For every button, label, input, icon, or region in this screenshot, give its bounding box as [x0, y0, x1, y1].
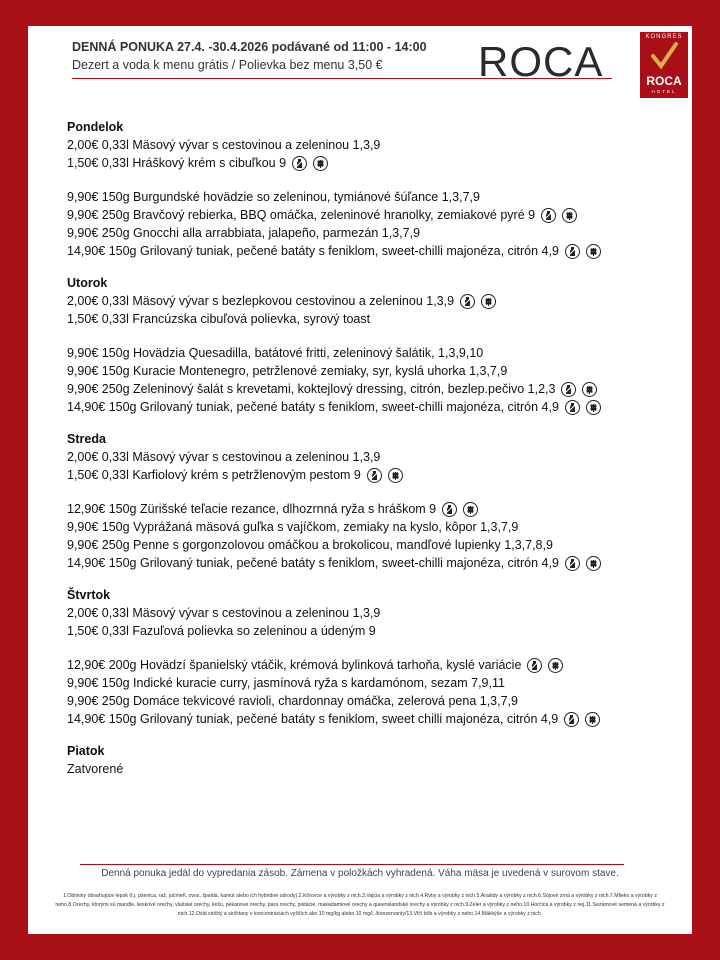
- main-dish-item: [67, 242, 687, 260]
- dish-text: 2,00€ 0,33l Mäsový vývar s cestovinou a zeleninou 1,3,9: [67, 450, 381, 464]
- gluten-free-icon: [463, 502, 478, 517]
- soup-item: [67, 292, 687, 310]
- dish-text: 9,90€ 250g Bravčový rebierka, BBQ omáčka, zeleninové hranolky, zemiakové pyré 9: [67, 208, 536, 222]
- gluten-free-icon: [481, 294, 496, 309]
- day-section: [67, 430, 687, 572]
- lactose-free-icon: [527, 658, 542, 673]
- lactose-free-icon: [565, 244, 580, 259]
- main-dish-item: [67, 224, 687, 242]
- section-spacer: [67, 640, 687, 656]
- allergen-legend: 1.Obilniny obsahujúce lepok (t.j. pšenica, raž, jačmeň, ovos, špalda, kamut alebo ich hybridné odrody).2.Kôrovce a výrobky z nich.3.Vajcia a výrobky z nich.4.Ryby a výrobky z nich.5.Arašidy a výrobky z nich.6.Sójové zrná a výrobky z nich.7.Mlieko a výrobky z neho.8.Orechy, ktorými sú mandle, lieskové orechy, vlašské orechy, kešu, pekanové orechy, para orechy, pistácie, makadamiové orechy a queenslandské orechy a výrobky z nich.9.Zeler a výrobky z neho.10.Horčica a výrobky z nej.11.Sezamové semená a výrobky z nich.12.Oxid siričitý a siričitany v koncentráciách vyšších ako 10 mg/kg alebo 10 mg/l. /konzervanty/13.Vlčí bôb a výrobky z neho.14.Mäkkýše a výrobky z nich.: [55, 893, 665, 918]
- dish-text: 2,00€ 0,33l Mäsový vývar s cestovinou a zeleninou 1,3,9: [67, 138, 381, 152]
- footer-divider: [80, 864, 624, 865]
- gluten-free-icon: [586, 556, 601, 571]
- day-section: [67, 586, 687, 728]
- gluten-free-icon: [586, 244, 601, 259]
- dish-text: 1,50€ 0,33l Francúzska cibuľová polievka, syrový toast: [67, 312, 371, 326]
- soup-item: [67, 760, 687, 778]
- gluten-free-icon: [313, 156, 328, 171]
- lactose-free-icon: [367, 468, 382, 483]
- menu-header-title: DENNÁ PONUKA 27.4. -30.4.2026 podávané od 11:00 - 14:00: [72, 40, 427, 54]
- day-section: [67, 118, 687, 260]
- lactose-free-icon: [565, 400, 580, 415]
- section-spacer: [67, 484, 687, 500]
- lactose-free-icon: [292, 156, 307, 171]
- main-dish-item: [67, 518, 687, 536]
- dish-text: 14,90€ 150g Grilovaný tuniak, pečené batáty s feniklom, sweet-chilli majonéza, citrón 4,9: [67, 556, 559, 570]
- main-dish-item: [67, 554, 687, 572]
- day-section: [67, 274, 687, 416]
- logo-name: ROCA: [646, 74, 682, 88]
- soup-item: [67, 622, 687, 640]
- lactose-free-icon: [541, 208, 556, 223]
- soup-item: [67, 310, 687, 328]
- dish-text: 9,90€ 150g Vyprážaná mäsová guľka s vajíčkom, zemiaky na kyslo, kôpor 1,3,7,9: [67, 520, 519, 534]
- weekly-menu: [67, 118, 687, 792]
- dish-text: 12,90€ 200g Hovädzí španielský vtáčik, krémová bylinková tarhoňa, kyslé variácie: [67, 658, 522, 672]
- gluten-free-icon: [388, 468, 403, 483]
- lactose-free-icon: [565, 556, 580, 571]
- soup-item: [67, 466, 687, 484]
- dish-text: 9,90€ 250g Zeleninový šalát s krevetami, koktejlový dressing, citrón, bezlep.pečivo 1,2,3: [67, 382, 556, 396]
- lactose-free-icon: [561, 382, 576, 397]
- main-dish-item: [67, 344, 687, 362]
- dish-text: 14,90€ 150g Grilovaný tuniak, pečené batáty s feniklom, sweet chilli majonéza, citrón 4,9: [67, 712, 559, 726]
- menu-header-subtitle: Dezert a voda k menu grátis / Polievka bez menu 3,50 €: [72, 58, 383, 72]
- day-name: Štvrtok: [67, 588, 111, 602]
- brand-wordmark: ROCA: [478, 38, 604, 85]
- day-name: Pondelok: [67, 120, 124, 134]
- main-dish-item: [67, 500, 687, 518]
- dish-text: 12,90€ 150g Zürišské teľacie rezance, dlhozrnná ryža s hráškom 9: [67, 502, 437, 516]
- main-dish-item: [67, 692, 687, 710]
- logo-bottom-text: HOTEL: [651, 89, 677, 94]
- day-name: Piatok: [67, 744, 105, 758]
- gluten-free-icon: [586, 400, 601, 415]
- gluten-free-icon: [585, 712, 600, 727]
- dish-text: 14,90€ 150g Grilovaný tuniak, pečené batáty s feniklom, sweet-chilli majonéza, citrón 4,9: [67, 244, 559, 258]
- dish-text: 9,90€ 250g Domáce tekvicové ravioli, chardonnay omáčka, zelerová pena 1,3,7,9: [67, 694, 518, 708]
- main-dish-item: [67, 710, 687, 728]
- dish-text: 9,90€ 150g Indické kuracie curry, jasmínová ryža s kardamónom, sezam 7,9,11: [67, 676, 505, 690]
- main-dish-item: [67, 536, 687, 554]
- day-section: [67, 742, 687, 778]
- logo-top-text: KONGRES: [645, 34, 683, 40]
- main-dish-item: [67, 380, 687, 398]
- main-dish-item: [67, 674, 687, 692]
- dish-text: 2,00€ 0,33l Mäsový vývar s cestovinou a zeleninou 1,3,9: [67, 606, 381, 620]
- dish-text: 9,90€ 250g Gnocchi alla arrabbiata, jalapeño, parmezán 1,3,7,9: [67, 226, 421, 240]
- dish-text: 1,50€ 0,33l Karfiolový krém s petržlenovým pestom 9: [67, 468, 361, 482]
- main-dish-item: [67, 656, 687, 674]
- soup-item: [67, 604, 687, 622]
- soup-item: [67, 136, 687, 154]
- main-dish-item: [67, 362, 687, 380]
- dish-text: 14,90€ 150g Grilovaný tuniak, pečené batáty s feniklom, sweet-chilli majonéza, citrón 4,9: [67, 400, 559, 414]
- dish-text: 9,90€ 250g Penne s gorgonzolovou omáčkou a brokolicou, mandľové lupienky 1,3,7,8,9: [67, 538, 553, 552]
- main-dish-item: [67, 206, 687, 224]
- dish-text: 1,50€ 0,33l Hráškový krém s cibuľkou 9: [67, 156, 287, 170]
- dish-text: 1,50€ 0,33l Fazuľová polievka so zeleninou a údeným 9: [67, 624, 376, 638]
- dish-text: Zatvorené: [67, 762, 124, 776]
- main-dish-item: [67, 398, 687, 416]
- section-spacer: [67, 172, 687, 188]
- footer-note: Denná ponuka jedál do vypredania zásob. Zámena v položkách vyhradená. Váha mäsa je uvedená v surovom stave.: [101, 868, 619, 879]
- day-name: Utorok: [67, 276, 108, 290]
- lactose-free-icon: [442, 502, 457, 517]
- soup-item: [67, 448, 687, 466]
- section-spacer: [67, 328, 687, 344]
- menu-page: [28, 26, 692, 934]
- dish-text: 9,90€ 150g Kuracie Montenegro, petržlenové zemiaky, syr, kyslá uhorka 1,3,7,9: [67, 364, 508, 378]
- main-dish-item: [67, 188, 687, 206]
- gluten-free-icon: [582, 382, 597, 397]
- dish-text: 9,90€ 150g Burgundské hovädzie so zeleninou, tymiánové šúľance 1,3,7,9: [67, 190, 480, 204]
- dish-text: 2,00€ 0,33l Mäsový vývar s bezlepkovou cestovinou a zeleninou 1,3,9: [67, 294, 455, 308]
- dish-text: 9,90€ 150g Hovädzia Quesadilla, batátové fritti, zeleninový šalátik, 1,3,9,10: [67, 346, 484, 360]
- lactose-free-icon: [460, 294, 475, 309]
- checkmark-icon: [650, 42, 678, 72]
- gluten-free-icon: [548, 658, 563, 673]
- lactose-free-icon: [564, 712, 579, 727]
- hotel-logo: [640, 32, 688, 98]
- day-name: Streda: [67, 432, 106, 446]
- soup-item: [67, 154, 687, 172]
- gluten-free-icon: [562, 208, 577, 223]
